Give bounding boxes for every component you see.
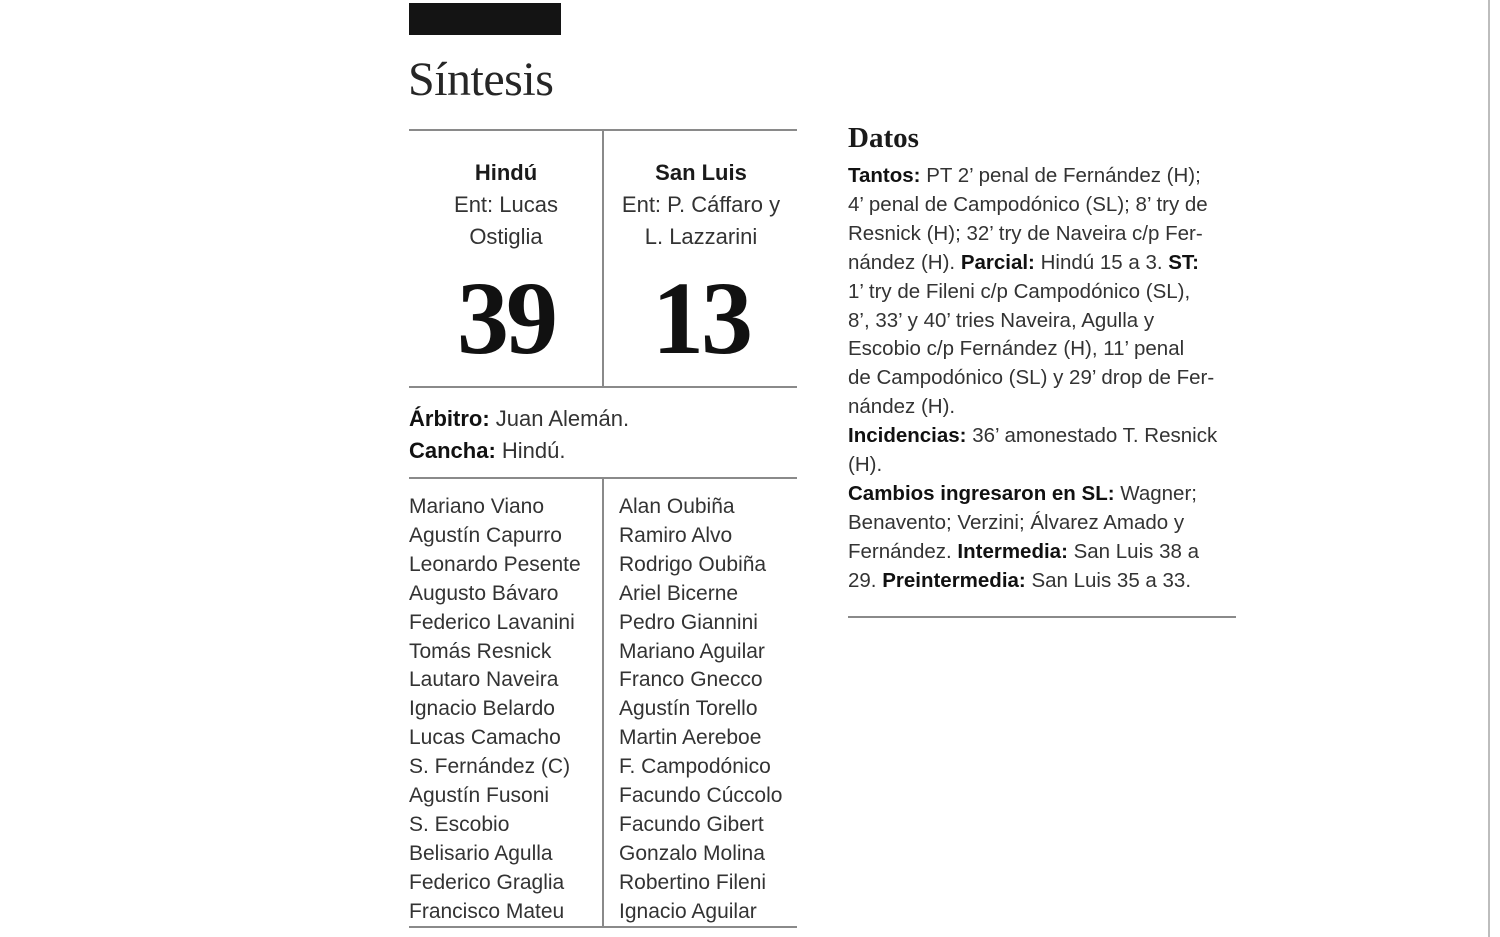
scoreboard (409, 129, 797, 388)
away-player: Rodrigo Oubiña (619, 552, 767, 576)
datos-line (848, 393, 1240, 422)
datos-line (848, 422, 1240, 451)
datos-label: Tantos: (848, 164, 921, 187)
page-title: Síntesis (408, 53, 554, 106)
home-player: Mariano Viano (409, 495, 545, 518)
datos-line (848, 249, 1240, 278)
home-player: Agustín Capurro (409, 523, 562, 547)
away-team-coach-line1: Ent: P. Cáffaro y (621, 192, 781, 217)
away-player: F. Campodónico (619, 755, 771, 779)
datos-line (848, 364, 1240, 393)
datos-text: 4’ penal de Campodónico (SL); 8’ try de (848, 192, 1208, 216)
away-player: Franco Gnecco (619, 668, 763, 692)
datos-label: ST: (1168, 250, 1199, 274)
datos-label: Cambios ingresaron en SL: (848, 481, 1115, 505)
home-player: Ignacio Belardo (409, 697, 555, 721)
field-label: Cancha: (409, 438, 496, 463)
datos-line (848, 567, 1240, 596)
datos-line (848, 191, 1240, 220)
home-player: Lucas Camacho (409, 726, 561, 750)
home-player: Belisario Agulla (409, 841, 553, 865)
datos-text: nández (H). (848, 395, 956, 419)
field-value: Hindú. (495, 438, 566, 463)
datos-text: 36’ amonestado T. Resnick (966, 424, 1218, 448)
referee-line (409, 403, 797, 435)
datos-text: Resnick (H); 32’ try de Naveira c/p Fer- (848, 221, 1203, 245)
field-line (409, 435, 797, 467)
datos-text: Fernández. (848, 539, 958, 563)
away-player: Pedro Giannini (619, 610, 758, 634)
home-player: S. Fernández (C) (409, 755, 571, 779)
referee-value: Juan Alemán. (489, 406, 630, 431)
datos-line (848, 509, 1240, 538)
away-player: Gonzalo Molina (619, 841, 765, 865)
lineups-divider (602, 479, 604, 926)
away-player: Agustín Torello (619, 697, 758, 721)
datos-text: 1’ try de Fileni c/p Campodónico (SL), (848, 279, 1191, 303)
datos-line (848, 451, 1240, 480)
datos-text: (H). (848, 453, 883, 477)
datos-label: Incidencias: (848, 424, 967, 448)
home-team-score: 39 (457, 261, 555, 376)
datos-label: Intermedia: (957, 539, 1068, 563)
datos-line (848, 307, 1240, 336)
home-player: Federico Graglia (409, 870, 565, 894)
datos-text: San Luis 38 a (1067, 539, 1199, 563)
datos-label: Preintermedia: (882, 568, 1026, 592)
page-edge-line (1488, 0, 1490, 937)
away-lineup-list (619, 493, 782, 927)
datos-text: Benavento; Verzini; Álvarez Amado y (848, 510, 1185, 534)
datos-text: Escobio c/p Fernández (H), 11’ penal (848, 337, 1185, 361)
datos-title: Datos (848, 122, 919, 154)
datos-text: 8’, 33’ y 40’ tries Naveira, Agulla y (848, 308, 1155, 332)
datos-line (848, 335, 1240, 364)
datos-line (848, 220, 1240, 249)
datos-label: Parcial: (960, 250, 1035, 274)
datos-text: Wagner; (1114, 481, 1197, 505)
match-officials (409, 403, 797, 467)
datos-line (848, 538, 1240, 567)
away-player: Facundo Gibert (619, 812, 764, 836)
away-team-name: San Luis (655, 160, 747, 185)
datos-line (848, 480, 1240, 509)
home-lineup-list (409, 493, 581, 927)
away-player: Ignacio Aguilar (619, 899, 757, 923)
home-player: Augusto Bávaro (409, 581, 559, 605)
datos-body (848, 162, 1240, 596)
datos-text: nández (H). (848, 250, 961, 274)
away-player: Robertino Fileni (619, 870, 767, 894)
home-team-name: Hindú (474, 160, 538, 185)
datos-text: 29. (848, 568, 883, 592)
home-score-wrap (409, 131, 603, 386)
home-player: Tomás Resnick (409, 639, 552, 663)
home-player: Leonardo Pesente (409, 552, 581, 576)
away-player: Ramiro Alvo (619, 523, 733, 547)
home-player: Lautaro Naveira (409, 668, 559, 692)
away-player: Alan Oubiña (619, 495, 735, 518)
datos-line (848, 162, 1240, 191)
home-player: Francisco Mateu (409, 899, 565, 923)
datos-text: Hindú 15 a 3. (1034, 250, 1169, 274)
datos-text: de Campodónico (SL) y 29’ drop de Fer- (848, 366, 1215, 390)
section-label-bar (409, 3, 561, 35)
datos-text: PT 2’ penal de Fernández (H); (920, 164, 1201, 187)
home-player: Federico Lavanini (409, 610, 575, 634)
away-player: Martin Aereboe (619, 726, 762, 750)
lineups (409, 479, 797, 928)
datos-line (848, 278, 1240, 307)
away-player: Facundo Cúccolo (619, 784, 783, 808)
home-player: Agustín Fusoni (409, 784, 550, 808)
datos-bottom-rule (848, 616, 1236, 618)
away-player: Ariel Bicerne (619, 581, 739, 605)
home-team-coach-line1: Ent: Lucas (454, 192, 558, 217)
referee-label: Árbitro: (409, 406, 490, 431)
home-player: S. Escobio (409, 812, 510, 836)
datos-text: San Luis 35 a 33. (1025, 568, 1192, 592)
home-team-coach-line2: Ostiglia (469, 224, 543, 249)
away-team-score: 13 (652, 261, 750, 376)
away-player: Mariano Aguilar (619, 639, 765, 663)
away-team-coach-line2: L. Lazzarini (644, 224, 758, 249)
away-score-wrap (605, 131, 797, 386)
